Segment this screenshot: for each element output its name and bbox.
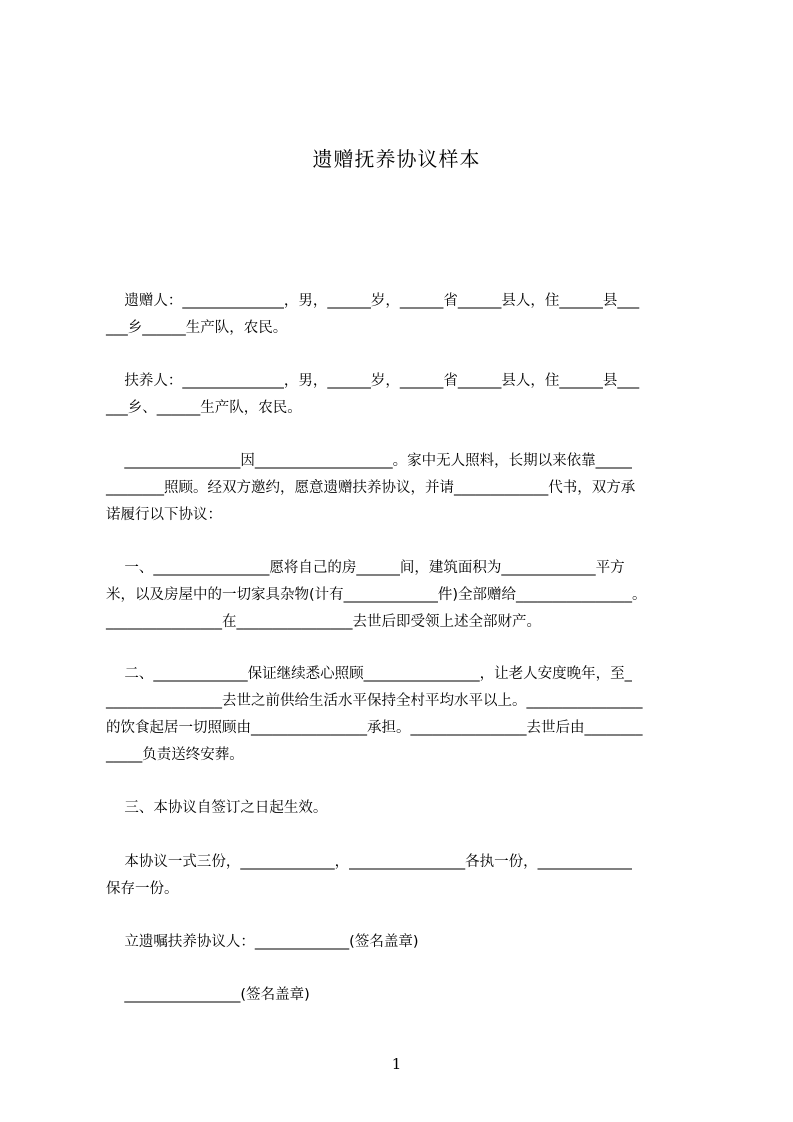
clause-one-line-1: 一、________________愿将自己的房______间，建筑面积为_____________平方 xyxy=(106,560,625,576)
copies-line-2: 保存一份。 xyxy=(106,881,179,897)
signature-line-2: ________________(签名盖章) xyxy=(106,987,310,1003)
clause-three-line: 三、本协议自签订之日起生效。 xyxy=(106,800,328,816)
clause-one-line-2: 米，以及房屋中的一切家具杂物(计有_____________件)全部赠给________________。 xyxy=(106,587,647,603)
clause-two-line-1: 二、_____________保证继续悉心照顾________________，让老人安度晚年，至_ xyxy=(106,666,632,682)
clause-one-line-3: ________________在________________去世后即受领上述全部财产。 xyxy=(106,614,541,630)
copies-line-1: 本协议一式三份，_____________，________________各执一份，_____________ xyxy=(106,854,632,870)
document-title: 遗赠抚养协议样本 xyxy=(312,147,481,171)
clause-two-line-2: ________________去世之前供给生活水平保持全村平均水平以上。________________ xyxy=(106,693,643,709)
signature-line-1: 立遗嘱扶养协议人：_____________(签名盖章) xyxy=(106,934,419,950)
bequeather-line-1: 遗赠人：______________，男，______岁，______省______县人，住______县___ xyxy=(106,293,640,309)
supporter-line-2: ___乡、______生产队，农民。 xyxy=(106,400,302,416)
bequeather-line-2: ___乡______生产队，农民。 xyxy=(106,320,288,336)
supporter-line-1: 扶养人：______________，男，______岁，______省______县人，住______县___ xyxy=(106,373,640,389)
clause-two-line-3: 的饮食起居一切照顾由________________承担。________________去世后由________ xyxy=(106,720,643,736)
background-line-1: ________________因___________________。家中无人照料，长期以来依靠_____ xyxy=(106,453,632,469)
clause-two-line-4: _____负责送终安葬。 xyxy=(106,747,244,763)
background-line-2: ________照顾。经双方邀约，愿意遗赠扶养协议，并请_____________代书，双方承 xyxy=(106,480,636,496)
page-number: 1 xyxy=(391,1055,402,1073)
background-line-3: 诺履行以下协议： xyxy=(106,507,222,523)
